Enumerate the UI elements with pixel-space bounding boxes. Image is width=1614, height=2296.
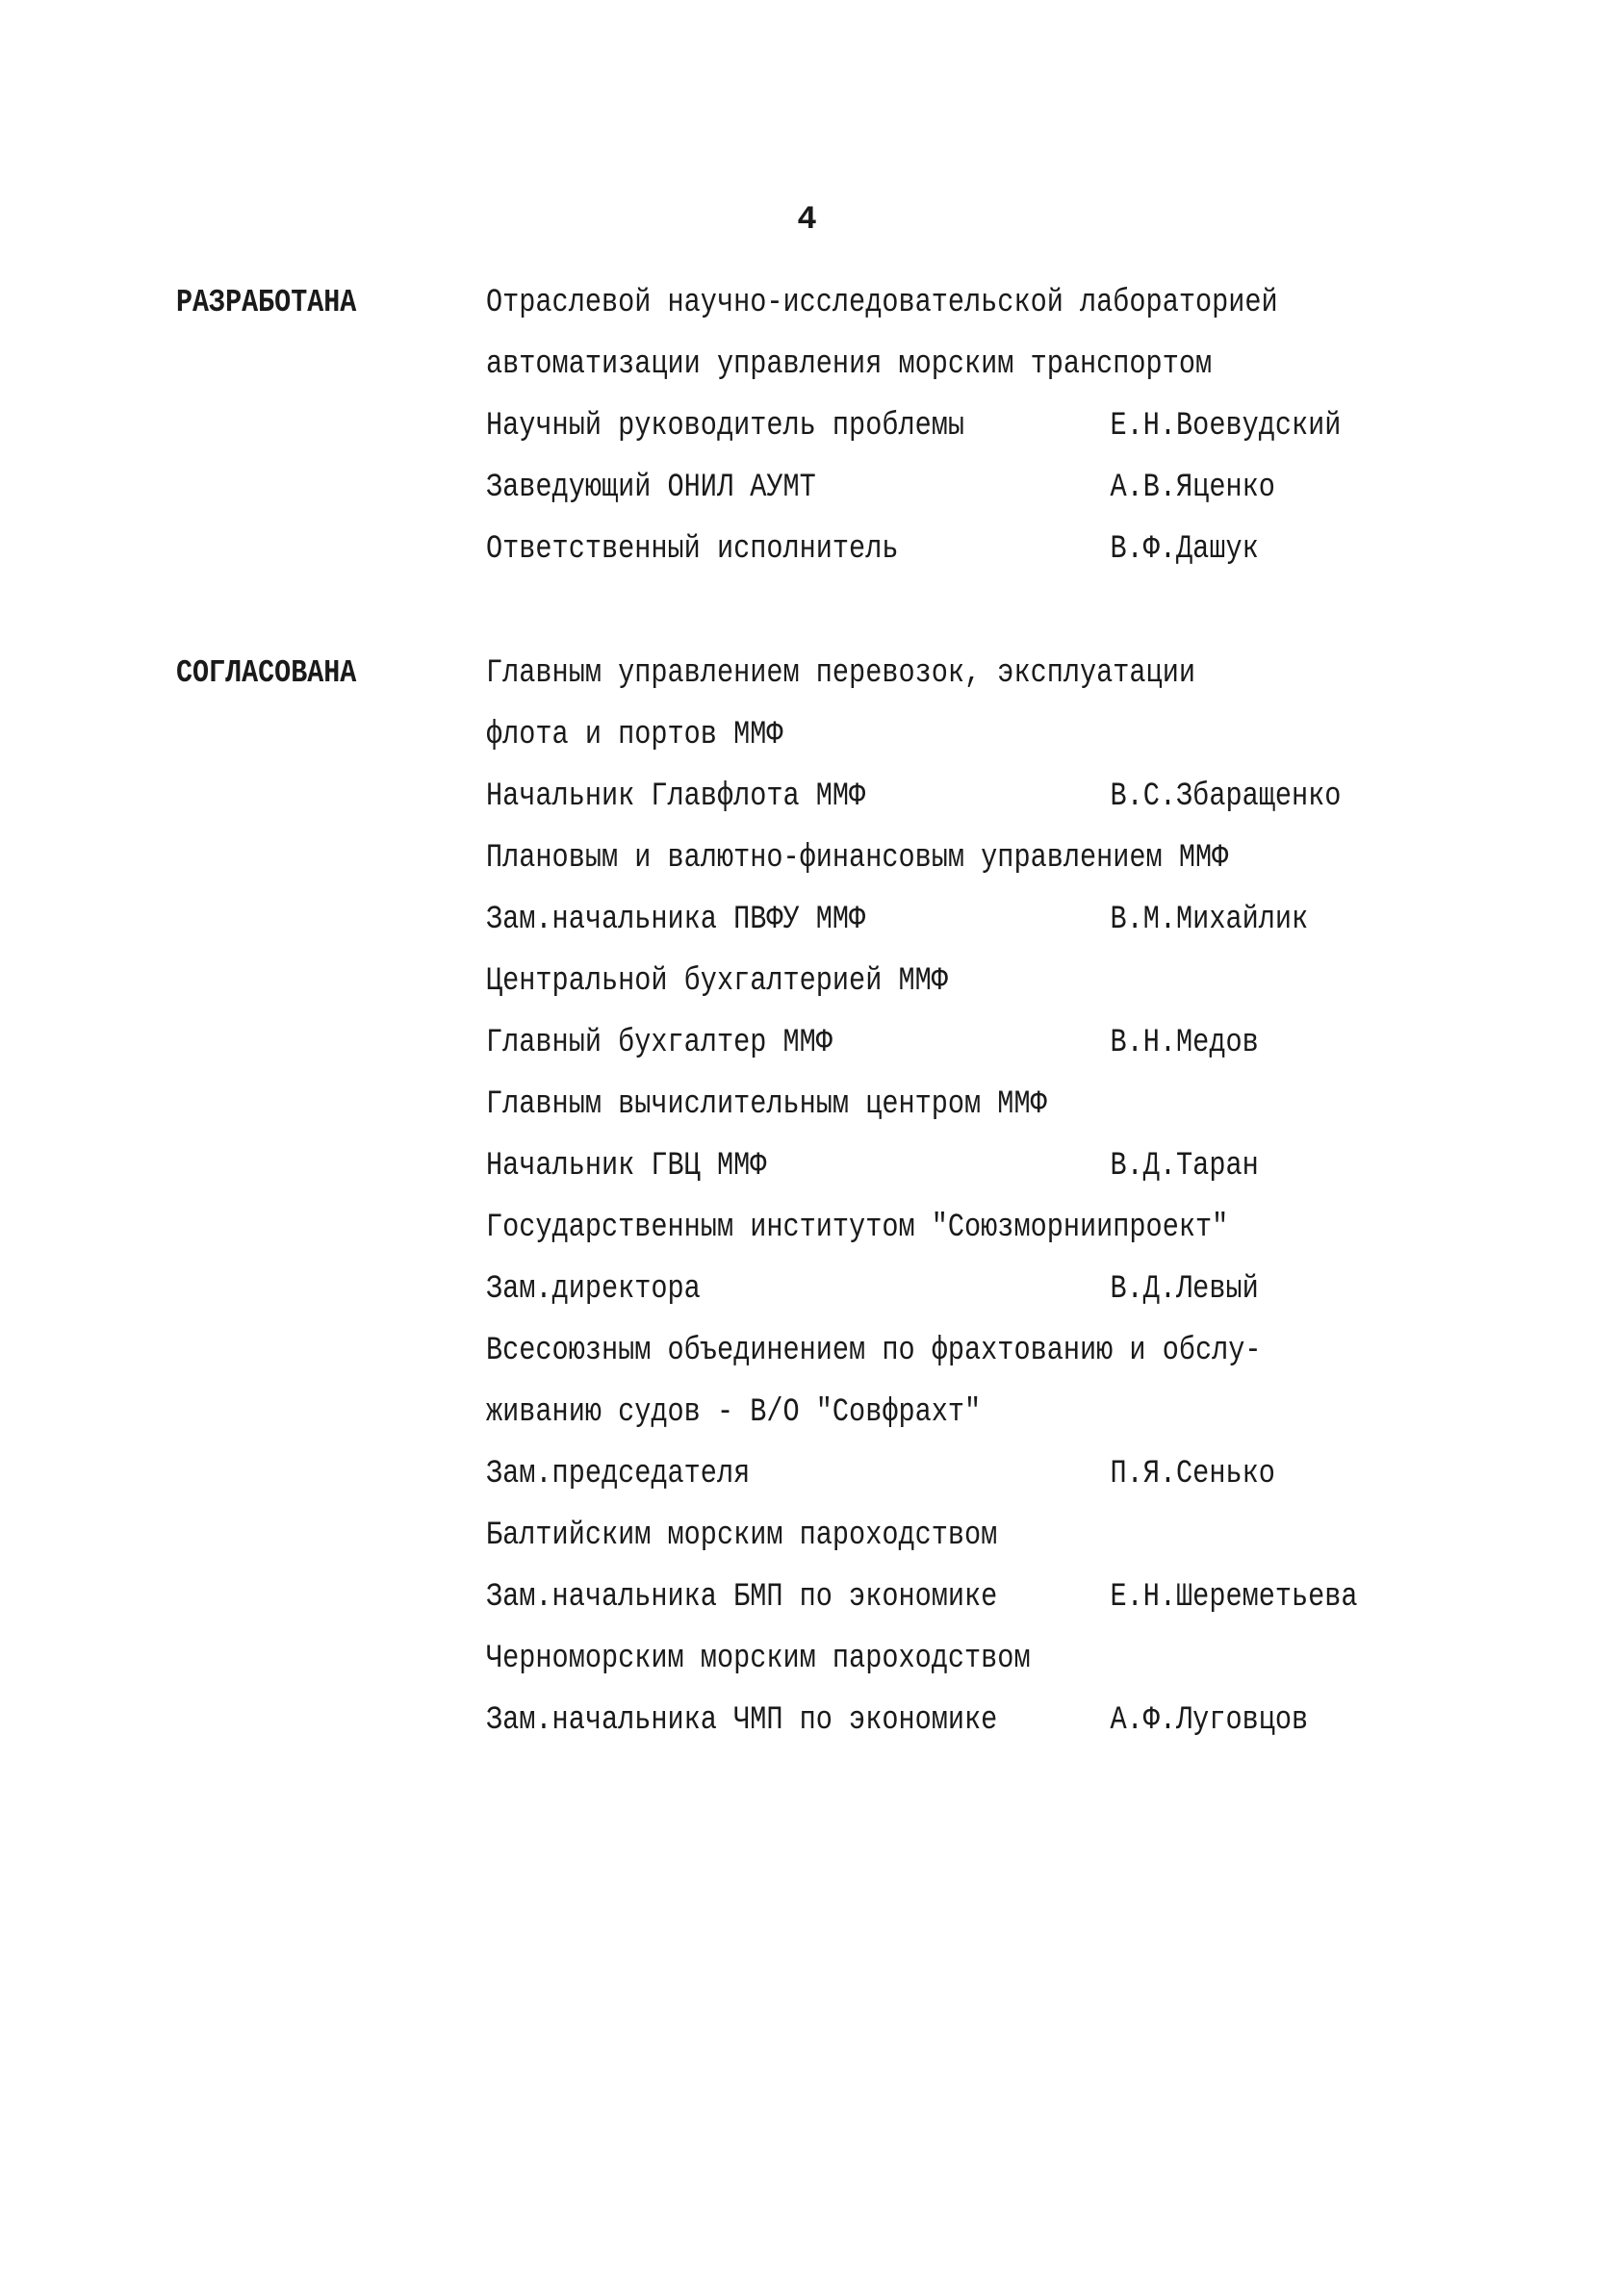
line — [486, 334, 1294, 395]
line — [486, 766, 1342, 828]
line-text: Плановым и валютно-финансовым управлением ММФ — [486, 840, 1229, 877]
line-text: Главным управлением перевозок, эксплуатации — [486, 655, 1195, 692]
section-lines — [486, 643, 1448, 1751]
line-text: Черноморским морским пароходством — [486, 1641, 1031, 1677]
line-text: живанию судов - В/О "Совфрахт" — [486, 1394, 982, 1431]
line-text: Начальник Главфлота ММФ — [486, 778, 866, 815]
line-text: флота и портов ММФ — [486, 717, 783, 753]
signatory-name: В.Д.Левый — [1110, 1271, 1259, 1308]
signatory-name: В.Ф.Дашук — [1110, 531, 1259, 568]
line-text: Центральной бухгалтерией ММФ — [486, 963, 948, 1000]
section-lines — [486, 272, 1448, 580]
line — [486, 1135, 1294, 1197]
line — [486, 1443, 1294, 1505]
line — [486, 395, 1342, 457]
line — [486, 1690, 1309, 1751]
line — [486, 889, 1309, 951]
line-text: Зам.председателя — [486, 1456, 751, 1492]
line — [486, 1628, 1294, 1690]
signatory-name: Е.Н.Шереметьева — [1110, 1579, 1358, 1616]
section-label: РАЗРАБОТАНА — [176, 285, 357, 320]
line — [486, 643, 1294, 704]
signatory-name: В.М.Михайлик — [1110, 902, 1309, 938]
line — [486, 457, 1294, 519]
signatory-name: А.Ф.Луговцов — [1110, 1702, 1309, 1739]
line — [486, 951, 1294, 1012]
line-text: Начальник ГВЦ ММФ — [486, 1148, 767, 1185]
line-text: Государственным институтом "Союзморниипроект" — [486, 1210, 1229, 1246]
line — [486, 828, 1294, 889]
line — [486, 1259, 1294, 1320]
page-number: 4 — [797, 202, 817, 239]
line — [486, 272, 1294, 334]
signatory-name: В.С.Збаращенко — [1110, 778, 1342, 815]
line-text: Отраслевой научно-исследовательской лабораторией — [486, 285, 1278, 321]
signatory-name: А.В.Яценко — [1110, 470, 1275, 506]
line-text: Зам.начальника БМП по экономике — [486, 1579, 998, 1616]
line — [486, 1505, 1294, 1567]
line — [486, 1320, 1294, 1382]
line-text: Всесоюзным объединением по фрахтованию и обслу- — [486, 1333, 1262, 1369]
signatory-name: П.Я.Сенько — [1110, 1456, 1275, 1492]
line — [486, 1197, 1294, 1259]
line-text: Научный руководитель проблемы — [486, 408, 965, 445]
line-text: Зам.директора — [486, 1271, 701, 1308]
line-text: Заведующий ОНИЛ АУМТ — [486, 470, 816, 506]
line — [486, 1382, 1294, 1443]
line-text: Зам.начальника ПВФУ ММФ — [486, 902, 866, 938]
signatory-name: В.Н.Медов — [1110, 1025, 1259, 1061]
signatory-name: В.Д.Таран — [1110, 1148, 1259, 1185]
section-label: СОГЛАСОВАНА — [176, 655, 357, 691]
line-text: автоматизации управления морским транспортом — [486, 346, 1213, 383]
line — [486, 1567, 1358, 1628]
line — [486, 1012, 1294, 1074]
line-text: Главный бухгалтер ММФ — [486, 1025, 833, 1061]
line — [486, 519, 1294, 580]
signatory-name: Е.Н.Воевудский — [1110, 408, 1342, 445]
line — [486, 704, 1294, 766]
line — [486, 1074, 1294, 1135]
line-text: Зам.начальника ЧМП по экономике — [486, 1702, 998, 1739]
line-text: Балтийским морским пароходством — [486, 1518, 998, 1554]
line-text: Главным вычислительным центром ММФ — [486, 1086, 1047, 1123]
line-text: Ответственный исполнитель — [486, 531, 899, 568]
